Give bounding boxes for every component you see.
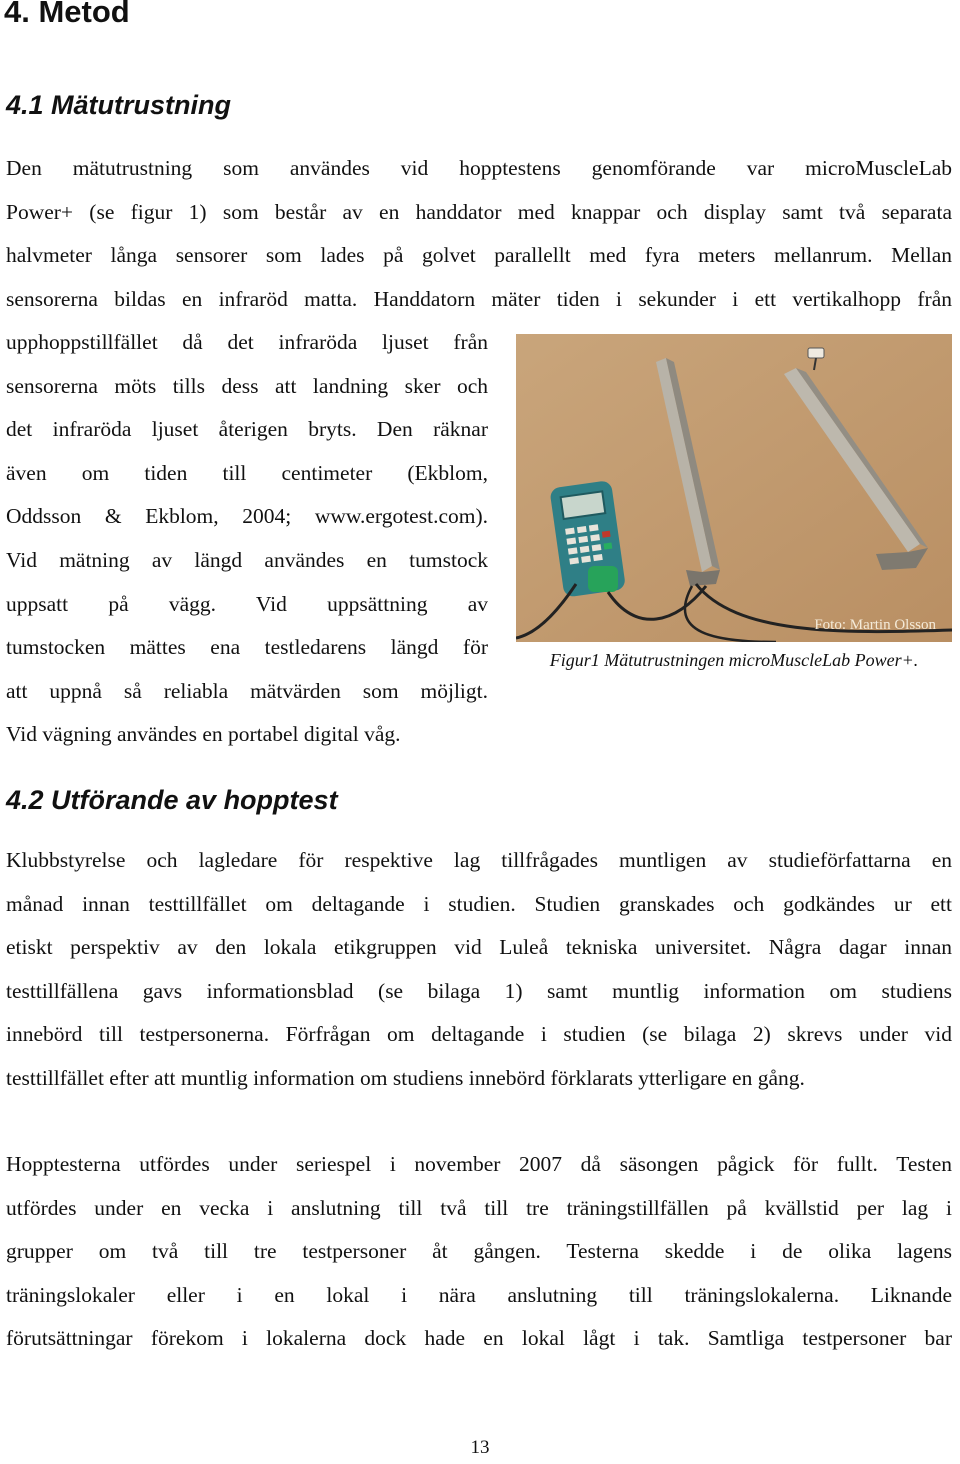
photo-credit: Foto: Martin Olsson — [814, 617, 936, 633]
text-line: det infraröda ljuset återigen bryts. Den räknar — [6, 417, 488, 442]
text-line: förutsättningar förekom i lokalerna dock hade en lokal lågt i tak. Samtliga testpersoner bar — [6, 1326, 952, 1351]
text-line: träningslokaler eller i en lokal i nära anslutning till träningslokalerna. Liknande — [6, 1282, 952, 1307]
text-line: grupper om två till tre testpersoner åt gången. Testerna skedde i de olika lagens — [6, 1239, 952, 1264]
text-line: tumstocken mättes ena testledarens längd för — [6, 635, 488, 660]
text-line: etiskt perspektiv av den lokala etikgruppen vid Luleå tekniska universitet. Några dagar innan — [6, 935, 952, 960]
text-line: utfördes under en vecka i anslutning till två till tre träningstillfällen på kvällstid per lag i — [6, 1195, 952, 1220]
text-line: innebörd till testpersonerna. Förfrågan om deltagande i studien (se bilaga 2) skrevs under vid — [6, 1022, 952, 1047]
text-line: Klubbstyrelse och lagledare för respektive lag tillfrågades muntligen av studieförfattarna en — [6, 848, 952, 872]
text-line: att uppnå så reliabla mätvärden som möjligt. — [6, 678, 488, 703]
text-line: uppsatt på vägg. Vid uppsättning av — [6, 591, 488, 616]
section-heading-utforande: 4.2 Utförande av hopptest — [6, 785, 338, 815]
text-line: Hopptesterna utfördes under seriespel i november 2007 då säsongen pågick för fullt. Testen — [6, 1152, 952, 1176]
figure-caption: Figur1 Mätutrustningen microMuscleLab Power+. — [549, 650, 919, 670]
text-line: upphoppstillfället då det infraröda ljuset från — [6, 330, 488, 354]
paragraph-procedure-2 — [6, 1143, 952, 1361]
text-line: sensorerna möts tills dess att landning sker och — [6, 373, 488, 398]
section-heading-matutrustning: 4.1 Mätutrustning — [6, 90, 232, 120]
equipment-photo-illustration — [516, 334, 952, 642]
equipment-photo — [516, 334, 952, 642]
text-line: Oddsson & Ekblom, 2004; www.ergotest.com). — [6, 504, 488, 529]
text-line: månad innan testtillfället om deltagande i studien. Studien granskades och godkändes ur ett — [6, 891, 952, 916]
text-line: Power+ (se figur 1) som består av en handdator med knappar och display samt två separata — [6, 199, 952, 224]
text-line: Vid mätning av längd användes en tumstock — [6, 547, 488, 572]
text-line: Den mätutrustning som användes vid hopptestens genomförande var microMuscleLab — [6, 156, 952, 180]
text-line: testtillfällena gavs informationsblad (se bilaga 1) samt muntlig information om studiens — [6, 978, 952, 1003]
text-line: sensorerna bildas en infraröd matta. Handdatorn mäter tiden i sekunder i ett vertikalhopp från — [6, 286, 952, 311]
text-line: Vid vägning användes en portabel digital våg. — [6, 722, 401, 747]
text-line: halvmeter långa sensorer som lades på golvet parallellt med fyra meters mellanrum. Mellan — [6, 243, 952, 268]
page-number: 13 — [470, 1437, 490, 1458]
text-line: även om tiden till centimeter (Ekblom, — [6, 460, 488, 485]
paragraph-equipment — [6, 147, 952, 321]
paragraph-equipment-wrapped — [6, 321, 488, 757]
paragraph-procedure-1 — [6, 839, 952, 1101]
chapter-heading: 4. Metod — [4, 0, 130, 29]
text-line: testtillfället efter att muntlig information om studiens innebörd förklarats ytterligare en gång. — [6, 1065, 805, 1090]
